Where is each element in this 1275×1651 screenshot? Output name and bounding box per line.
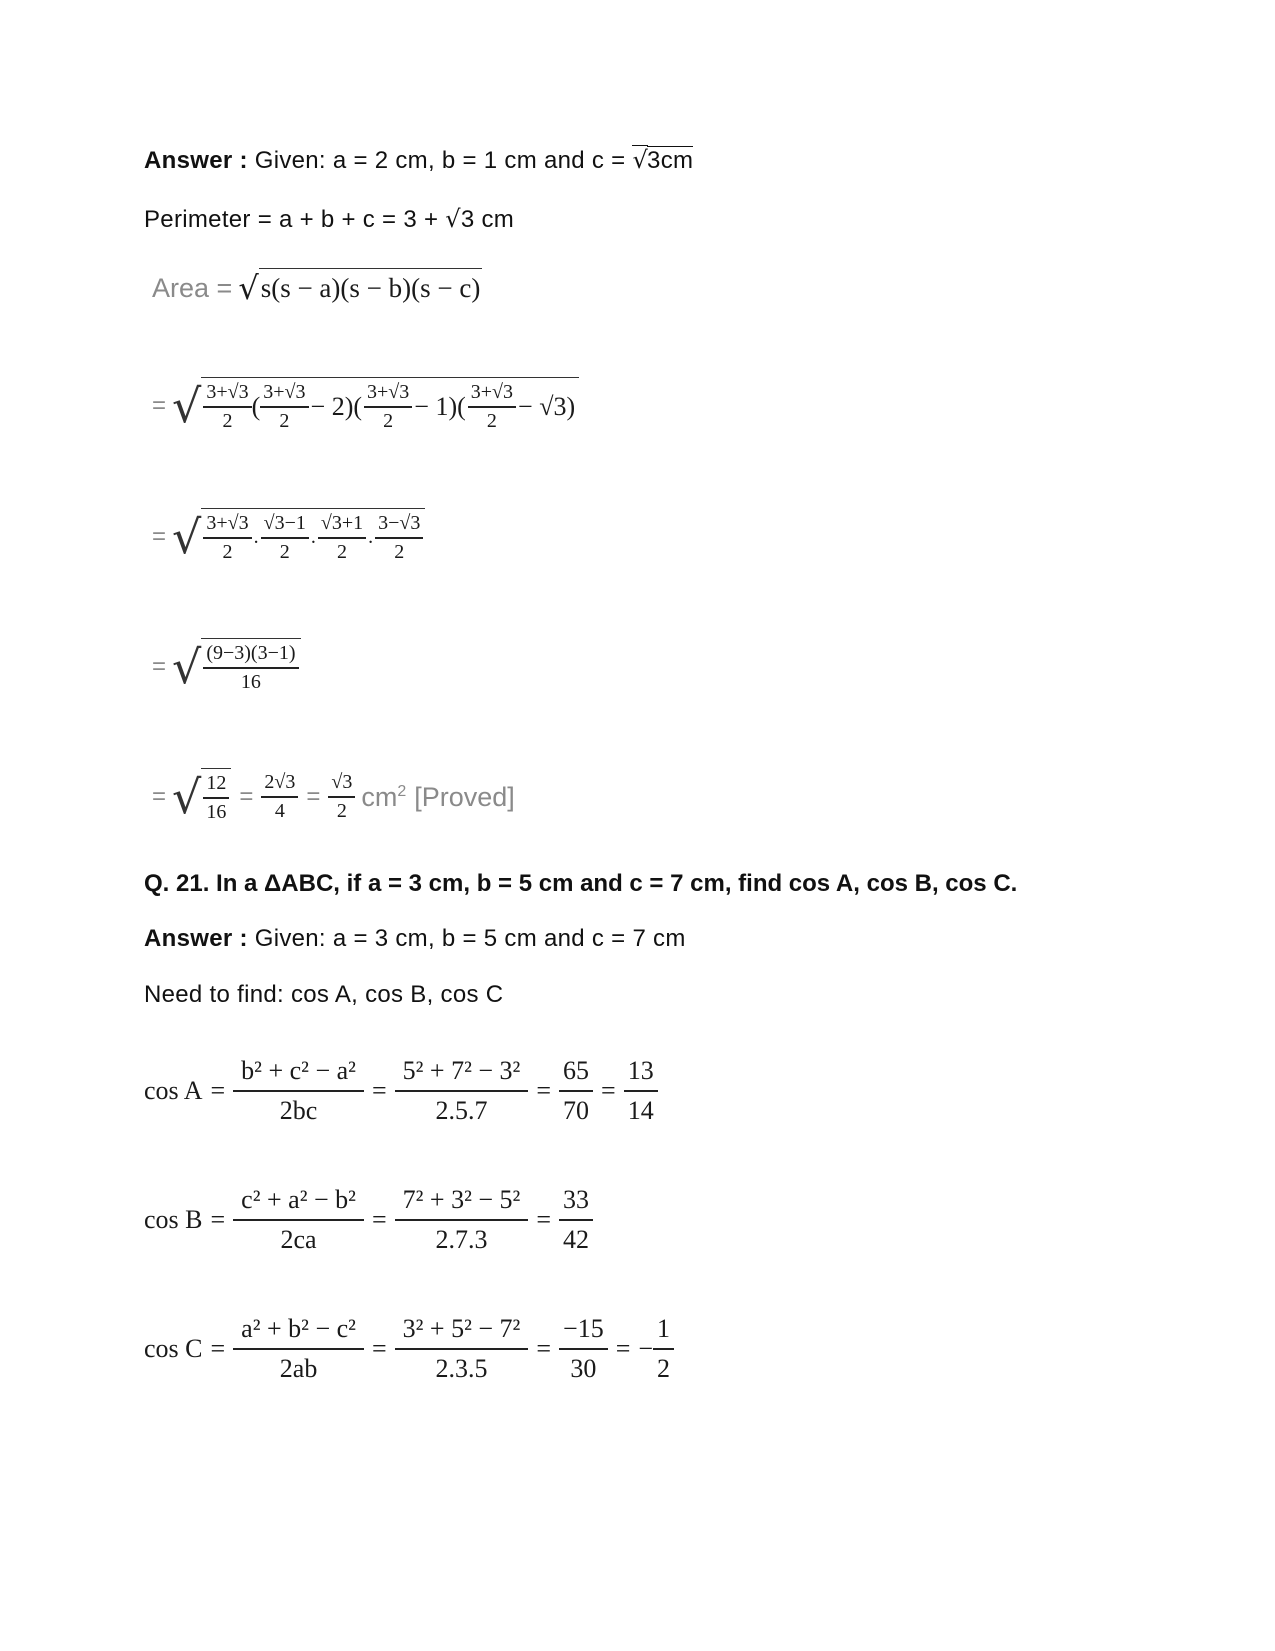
area-step-1: [152, 375, 579, 437]
step1-radical: [172, 377, 579, 435]
fraction: $\frac{√3}{2}$: [328, 771, 355, 823]
equals-sign: =: [152, 783, 167, 810]
answer-line-1: [144, 146, 693, 176]
perimeter-tail: 3 cm: [460, 206, 515, 233]
fraction: $\frac{√3+1}{2}$: [318, 512, 366, 564]
need-to-find-line: [144, 981, 503, 1010]
given-text: Given: a = 2 cm, b = 1 cm and c =: [254, 147, 633, 174]
fraction: $\frac{3+√3}{2}$: [260, 381, 308, 433]
step3-body: [201, 638, 300, 696]
equals-sign: =: [152, 392, 167, 419]
answer-label: Answer :: [144, 147, 248, 174]
area-radical: [238, 268, 482, 308]
fraction: $\frac{\text{5² + 7² − 3²}}{2.5.7}$: [395, 1056, 529, 1126]
cos-a-equation: cos A = $\frac{\text{b² + c² − a²}}{2bc}$ = $\frac{\text{5² + 7² − 3²}}{2.5.7}$ = $\frac{65}{70}$ = $\frac{13}{14}$: [144, 1055, 658, 1127]
radical-sign: √: [238, 269, 259, 307]
step3-radical: [172, 638, 301, 696]
fraction: $\frac{\text{a² + b² − c²}}{2ab}$: [233, 1314, 364, 1384]
given-tail: 3cm: [647, 147, 694, 174]
fraction: $\frac{-15}{30}$: [559, 1314, 608, 1384]
fraction: $\frac{\text{b² + c² − a²}}{2bc}$: [233, 1056, 364, 1126]
fraction: $\frac{1}{2}$: [653, 1314, 674, 1384]
sqrt-symbol: √: [445, 205, 461, 233]
step4-body: [201, 768, 231, 826]
need-text: Need to find: cos A, cos B, cos C: [144, 981, 504, 1008]
radical-sign: √: [172, 640, 202, 694]
fraction: $\frac{3+√3}{2}$: [203, 512, 251, 564]
unit: $cm^2$: [361, 781, 407, 812]
area-formula-body: s(s − a)(s − b)(s − c): [259, 268, 483, 308]
sqrt-symbol: √: [632, 146, 649, 174]
question-21: [144, 870, 1017, 898]
answer-label: Answer :: [144, 925, 248, 952]
proved-label: [Proved]: [414, 781, 515, 812]
area-step-3: [152, 636, 301, 698]
answer-line-2: [144, 925, 686, 954]
fraction: $\frac{√3-1}{2}$: [261, 512, 309, 564]
fraction: $\frac{\text{7² + 3² − 5²}}{2.7.3}$: [395, 1185, 529, 1255]
area-label: Area =: [152, 272, 233, 303]
given-text: Given: a = 3 cm, b = 5 cm and c = 7 cm: [254, 925, 686, 952]
fraction: $\frac{65}{70}$: [559, 1056, 593, 1126]
lhs: cos A: [144, 1076, 203, 1105]
lhs: cos C: [144, 1334, 203, 1363]
fraction: $\frac{\text{3² + 5² − 7²}}{2.3.5}$: [395, 1314, 529, 1384]
radical-sign: √: [172, 770, 202, 824]
radical-sign: √: [172, 510, 202, 564]
fraction: $\frac{(9-3)(3-1)}{16}$: [203, 642, 298, 694]
cos-b-equation: cos B = $\frac{\text{c² + a² − b²}}{2ca}$ = $\frac{\text{7² + 3² − 5²}}{2.7.3}$ = $\frac{33}{42}$: [144, 1184, 593, 1256]
area-formula: [152, 266, 482, 310]
fraction: $\frac{3+√3}{2}$: [468, 381, 516, 433]
area-step-2: [152, 506, 425, 568]
fraction: $\frac{3-√3}{2}$: [375, 512, 423, 564]
fraction: $\frac{12}{16}$: [203, 772, 229, 824]
fraction: $\frac{3+√3}{2}$: [203, 381, 251, 433]
question-text: ΔABC, if a = 3 cm, b = 5 cm and c = 7 cm, find cos A, cos B, cos C.: [264, 870, 1018, 897]
fraction: $\frac{\text{c² + a² − b²}}{2ca}$: [233, 1185, 364, 1255]
step2-body: $\frac{3+√3}{2}$ . $\frac{√3-1}{2}$ . $\frac{√3+1}{2}$ . $\frac{3-√3}{2}$: [201, 508, 425, 566]
perimeter-line: [144, 205, 514, 235]
equals-sign: =: [152, 523, 167, 550]
minus-sign: −: [638, 1334, 654, 1363]
lhs: cos B: [144, 1205, 203, 1234]
step4-radical: [172, 768, 231, 826]
area-step-4: = √ $\frac{12}{16}$ = $\frac{2√3}{4}$ = $\frac{√3}{2}$ $cm^2$ [Proved]: [152, 770, 515, 824]
perimeter-text: Perimeter = a + b + c = 3 +: [144, 206, 446, 233]
equals-sign: =: [152, 653, 167, 680]
fraction: $\frac{33}{42}$: [559, 1185, 593, 1255]
fraction: $\frac{3+√3}{2}$: [364, 381, 412, 433]
cos-c-equation: cos C = $\frac{\text{a² + b² − c²}}{2ab}$ = $\frac{\text{3² + 5² − 7²}}{2.3.5}$ = $\frac{-15}{30}$ = − $\frac{1}{2}$: [144, 1313, 674, 1385]
step2-radical: [172, 508, 425, 566]
question-prefix: Q. 21. In a: [144, 870, 265, 897]
fraction: $\frac{13}{14}$: [624, 1056, 658, 1126]
radical-sign: √: [172, 379, 202, 433]
step1-body: $\frac{3+√3}{2}$ ( $\frac{3+√3}{2}$ − 2)( $\frac{3+√3}{2}$ − 1)( $\frac{3+√3}{2}$ − √3): [201, 377, 579, 435]
fraction: $\frac{2√3}{4}$: [261, 771, 298, 823]
